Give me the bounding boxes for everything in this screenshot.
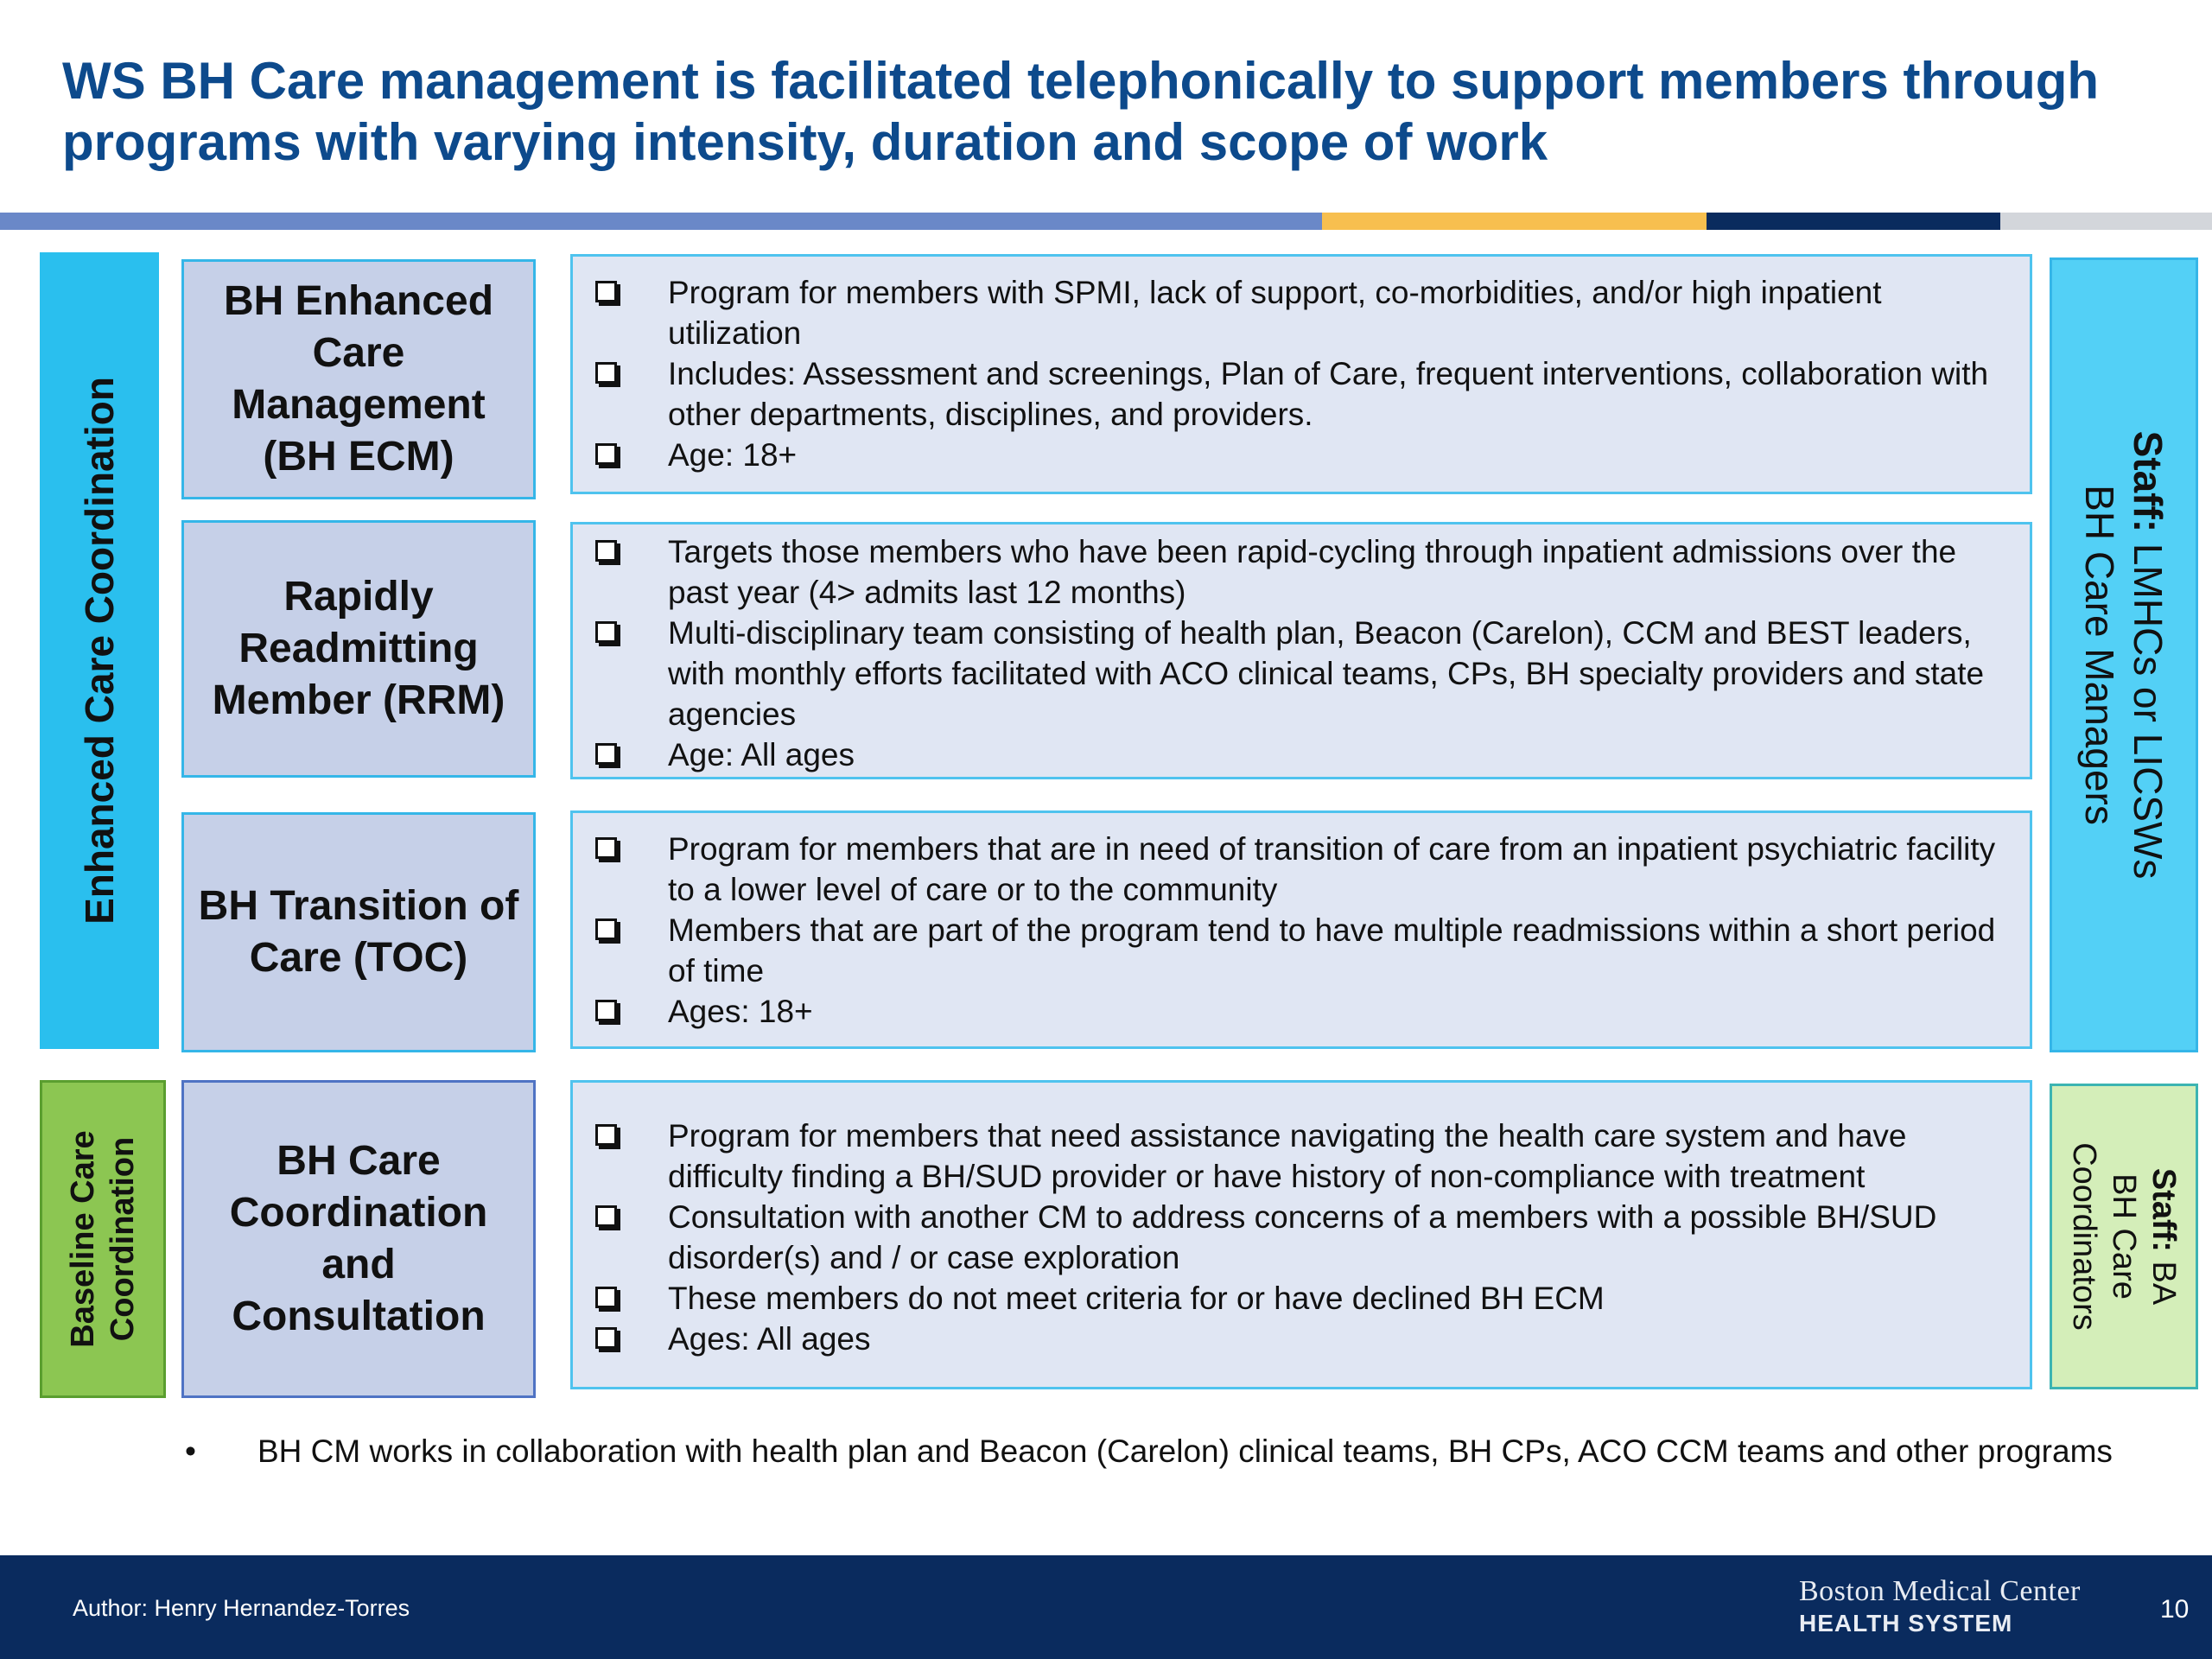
checkbox-bullet-icon (595, 918, 617, 940)
staff-enhanced-text: Staff: LMHCs or LICSWs BH Care Managers (2077, 430, 2171, 880)
bullet-list (573, 272, 2004, 475)
list-item: Ages: All ages (573, 1319, 2004, 1359)
stripe-segment-gold (1322, 213, 1707, 230)
list-item: Ages: 18+ (573, 991, 2004, 1032)
baseline-care-sidebar (40, 1080, 166, 1398)
staff-panel-baseline (2050, 1084, 2198, 1389)
checkbox-bullet-icon (595, 743, 617, 765)
bullet-list (573, 1116, 2004, 1359)
checkbox-bullet-icon (595, 362, 617, 384)
stripe-segment-navy (1707, 213, 2000, 230)
program-description-rrm (570, 522, 2032, 779)
staff-panel-enhanced (2050, 257, 2198, 1052)
author-credit: Author: Henry Hernandez-Torres (73, 1595, 410, 1621)
enhanced-care-sidebar (40, 252, 159, 1049)
checkbox-bullet-icon (595, 443, 617, 465)
checkbox-bullet-icon (595, 1327, 617, 1349)
list-item: Age: 18+ (573, 435, 2004, 475)
checkbox-bullet-icon (595, 837, 617, 859)
list-item: Consultation with another CM to address concerns of a members with a possible BH/SUD disorder(s) and / or case exploration (573, 1197, 2004, 1278)
list-item: Includes: Assessment and screenings, Plan of Care, frequent interventions, collaboration with other departments, disciplines, and providers. (573, 353, 2004, 435)
baseline-care-label: Baseline Care Coordination (65, 1130, 141, 1348)
page-number: 10 (2160, 1595, 2190, 1624)
bullet-dot: • (185, 1433, 196, 1469)
program-description-care-coordination (570, 1080, 2032, 1389)
program-name-care-coordination: BH Care Coordination and Consultation (181, 1080, 536, 1398)
list-item: Age: All ages (573, 734, 2004, 775)
collaboration-note-text: BH CM works in collaboration with health plan and Beacon (Carelon) clinical teams, BH CPs, ACO CCM teams and other programs (257, 1433, 2113, 1469)
footer-bar (0, 1555, 2212, 1659)
list-item: These members do not meet criteria for or have declined BH ECM (573, 1278, 2004, 1319)
list-item: Members that are part of the program tend to have multiple readmissions within a short period of time (573, 910, 2004, 991)
checkbox-bullet-icon (595, 1124, 617, 1146)
checkbox-bullet-icon (595, 621, 617, 643)
checkbox-bullet-icon (595, 1000, 617, 1021)
bmc-logo: Boston Medical Center HEALTH SYSTEM (1799, 1575, 2081, 1637)
slide-title: WS BH Care management is facilitated telephonically to support members through programs with varying intensity, duration and scope of work (62, 52, 2100, 171)
program-name-rrm: Rapidly Readmitting Member (RRM) (181, 520, 536, 778)
checkbox-bullet-icon (595, 1205, 617, 1227)
checkbox-bullet-icon (595, 1287, 617, 1308)
list-item: Program for members with SPMI, lack of support, co-morbidities, and/or high inpatient utilization (573, 272, 2004, 353)
program-description-toc (570, 810, 2032, 1049)
checkbox-bullet-icon (595, 540, 617, 562)
staff-baseline-text: Staff: BA BH Care Coordinators (2066, 1142, 2182, 1331)
program-name-toc: BH Transition of Care (TOC) (181, 812, 536, 1052)
checkbox-bullet-icon (595, 281, 617, 302)
program-description-bh-ecm (570, 254, 2032, 494)
list-item: Program for members that are in need of transition of care from an inpatient psychiatric facility to a lower level of care or to the community (573, 829, 2004, 910)
stripe-segment-blue (0, 213, 1322, 230)
list-item: Targets those members who have been rapid-cycling through inpatient admissions over the past year (4> admits last 12 months) (573, 531, 2004, 613)
list-item: Program for members that need assistance navigating the health care system and have difficulty finding a BH/SUD provider or have history of non-compliance with treatment (573, 1116, 2004, 1197)
bullet-list (573, 531, 2004, 775)
list-item: Multi-disciplinary team consisting of health plan, Beacon (Carelon), CCM and BEST leaders, with monthly efforts facilitated with ACO clinical teams, CPs, BH specialty providers and state agencies (573, 613, 2004, 734)
stripe-segment-gray (2000, 213, 2212, 230)
program-name-bh-ecm: BH Enhanced Care Management (BH ECM) (181, 259, 536, 499)
bullet-list (573, 829, 2004, 1032)
enhanced-care-label: Enhanced Care Coordination (77, 377, 122, 925)
